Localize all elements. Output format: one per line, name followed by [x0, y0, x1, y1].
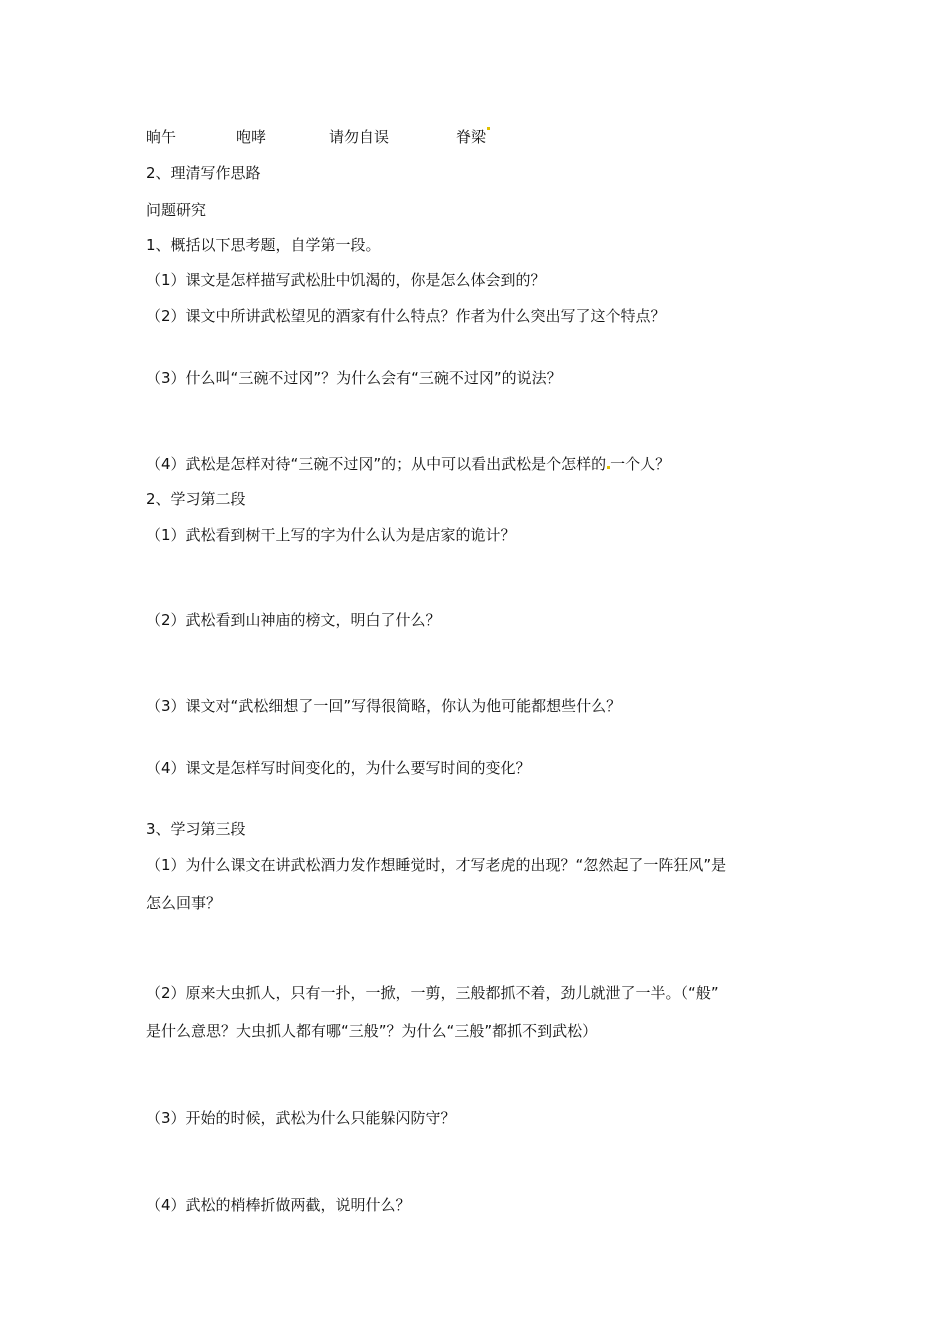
vocab-word: 咆哮	[236, 128, 267, 146]
section-heading: 1、概括以下思考题，自学第一段。	[146, 236, 381, 254]
question-item: （4）武松的梢棒折做两截，说明什么？	[146, 1196, 411, 1214]
section-heading: 2、理清写作思路	[146, 164, 261, 182]
vocab-word: 晌午	[146, 128, 177, 146]
question-item: （4）课文是怎样写时间变化的，为什么要写时间的变化？	[146, 759, 531, 777]
question-item: （1）课文是怎样描写武松肚中饥渴的，你是怎么体会到的？	[146, 271, 546, 289]
vocab-word: 脊梁	[456, 128, 487, 146]
question-item: 怎么回事？	[146, 894, 222, 912]
vocab-word-with-mark	[456, 127, 486, 147]
question-item: （3）课文对“武松细想了一回”写得很简略，你认为他可能都想些什么？	[146, 697, 622, 715]
question-item: （1）武松看到树干上写的字为什么认为是店家的诡计？	[146, 526, 516, 544]
section-heading: 3、学习第三段	[146, 820, 246, 838]
question-item: （1）为什么课文在讲武松酒力发作想睡觉时，才写老虎的出现？“忽然起了一阵狂风”是	[146, 856, 727, 874]
vocab-row	[146, 127, 546, 147]
question-item: （3）什么叫“三碗不过冈”？为什么会有“三碗不过冈”的说法？	[146, 369, 562, 387]
vocab-word: 请勿自误	[329, 128, 390, 146]
question-item: （2）课文中所讲武松望见的酒家有什么特点？作者为什么突出写了这个特点？	[146, 307, 666, 325]
question-item: （2）武松看到山神庙的榜文，明白了什么？	[146, 611, 441, 629]
question-item: （2）原来大虫抓人，只有一扑，一掀，一剪，三般都抓不着，劲儿就泄了一半。（“般”	[146, 984, 719, 1002]
question-text: （4）武松是怎样对待“三碗不过冈”的；从中可以看出武松是个怎样的	[146, 455, 607, 473]
highlight-mark	[487, 127, 490, 130]
section-heading: 问题研究	[146, 201, 207, 219]
section-heading: 2、学习第二段	[146, 490, 246, 508]
question-item: 是什么意思？大虫抓人都有哪“三般”？为什么“三般”都抓不到武松）	[146, 1022, 598, 1040]
question-item: （3）开始的时候，武松为什么只能躲闪防守？	[146, 1109, 456, 1127]
question-text: 一个人？	[610, 455, 671, 473]
question-item	[146, 454, 670, 474]
